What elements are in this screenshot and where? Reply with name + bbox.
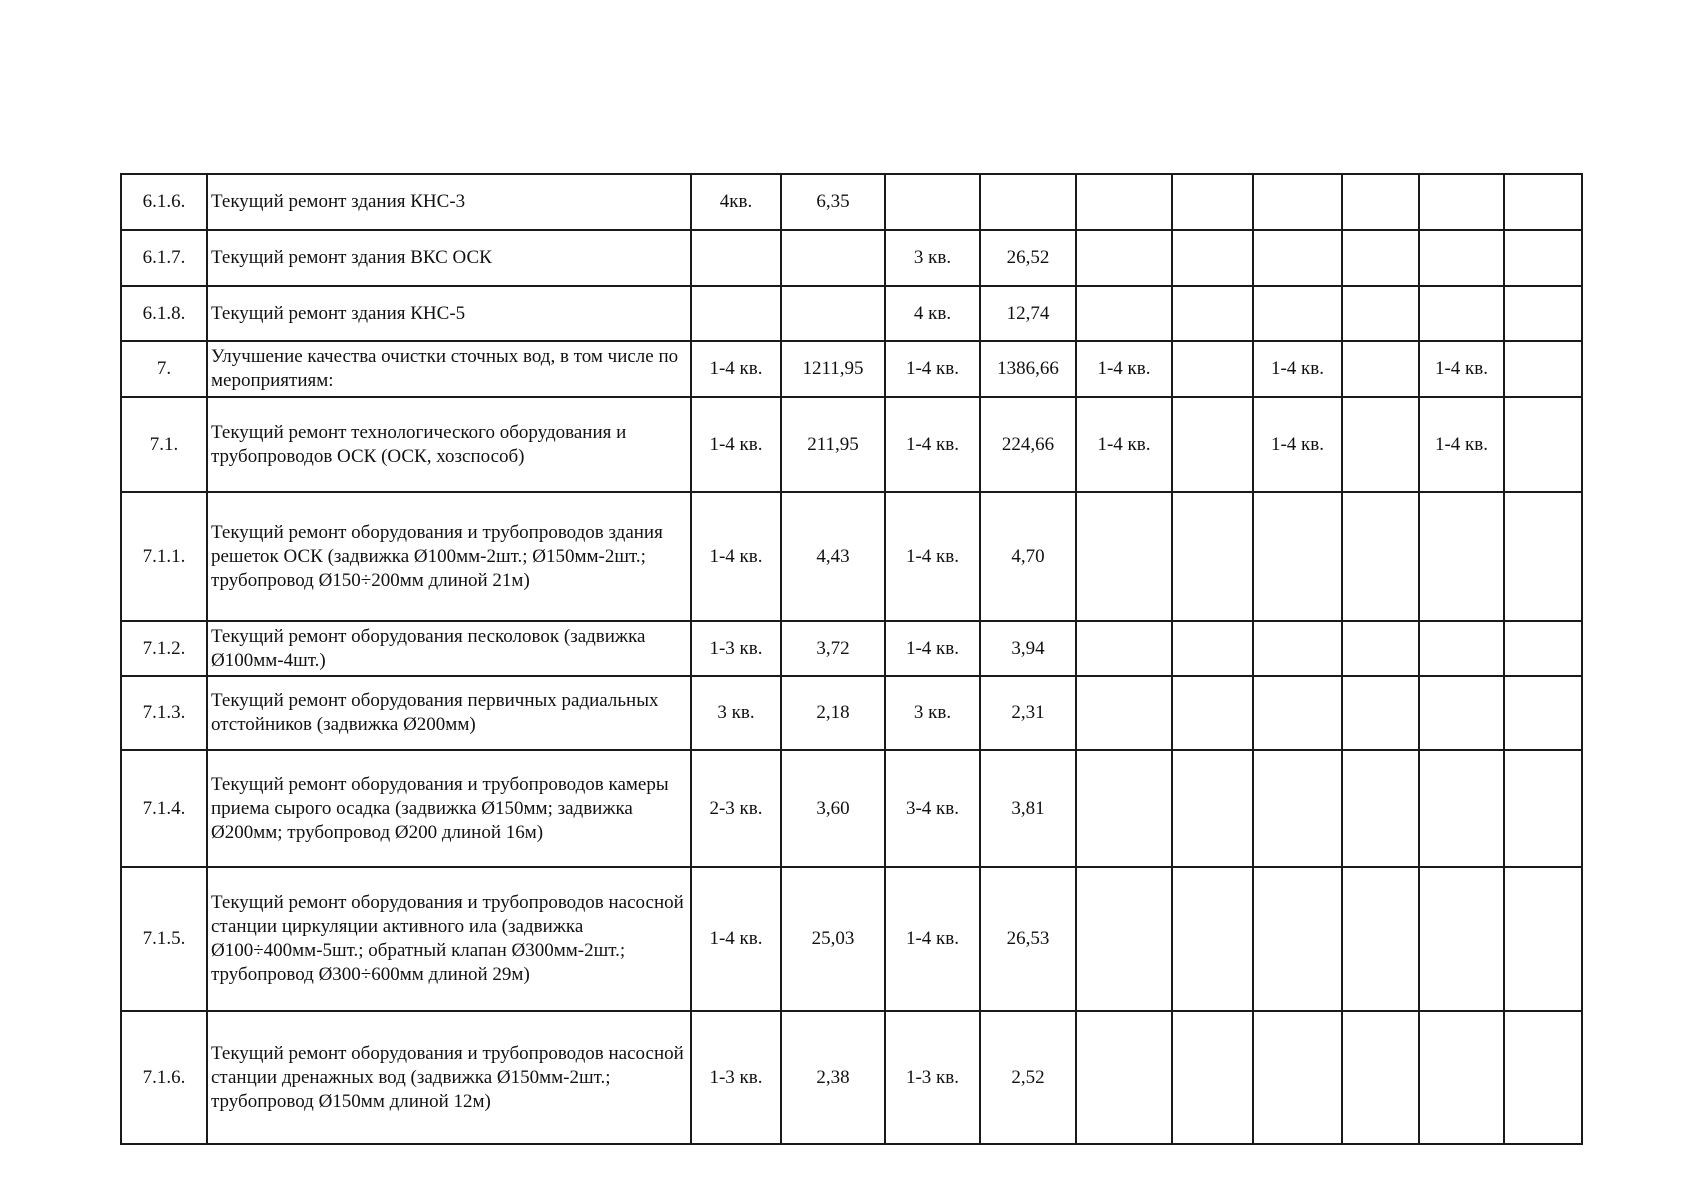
period-cell: 2-3 кв. xyxy=(691,750,781,867)
cost-cell xyxy=(1172,492,1253,621)
document-page xyxy=(120,173,1583,1145)
period-cell xyxy=(1253,621,1342,676)
period-cell: 1-4 кв. xyxy=(885,867,980,1011)
period-cell: 1-4 кв. xyxy=(1253,341,1342,397)
item-number-cell: 7.1.5. xyxy=(121,867,207,1011)
cost-cell xyxy=(1342,341,1419,397)
cost-cell xyxy=(1172,621,1253,676)
cost-cell xyxy=(1504,230,1582,286)
cost-cell xyxy=(1342,750,1419,867)
period-cell xyxy=(1253,1011,1342,1144)
table-row xyxy=(121,621,1582,676)
period-cell xyxy=(1419,621,1504,676)
period-cell: 1-4 кв. xyxy=(885,621,980,676)
period-cell: 1-4 кв. xyxy=(1253,397,1342,492)
cost-cell: 3,94 xyxy=(980,621,1076,676)
cost-cell xyxy=(1172,174,1253,230)
period-cell: 1-4 кв. xyxy=(691,341,781,397)
table-row xyxy=(121,750,1582,867)
period-cell: 1-3 кв. xyxy=(691,621,781,676)
cost-cell: 4,70 xyxy=(980,492,1076,621)
cost-cell xyxy=(1342,621,1419,676)
work-description-cell: Текущий ремонт оборудования первичных радиальных отстойников (задвижка Ø200мм) xyxy=(207,676,691,750)
works-plan-table xyxy=(120,173,1583,1145)
table-row xyxy=(121,286,1582,341)
item-number-cell: 7.1.4. xyxy=(121,750,207,867)
period-cell xyxy=(691,230,781,286)
period-cell xyxy=(885,174,980,230)
item-number-cell: 7.1.1. xyxy=(121,492,207,621)
period-cell xyxy=(1076,1011,1172,1144)
period-cell xyxy=(1076,174,1172,230)
period-cell xyxy=(1253,676,1342,750)
period-cell xyxy=(1076,286,1172,341)
period-cell: 4кв. xyxy=(691,174,781,230)
cost-cell xyxy=(1172,867,1253,1011)
period-cell xyxy=(1076,230,1172,286)
item-number-cell: 7.1. xyxy=(121,397,207,492)
period-cell xyxy=(1253,750,1342,867)
cost-cell xyxy=(1172,341,1253,397)
work-description-cell: Текущий ремонт здания КНС-5 xyxy=(207,286,691,341)
cost-cell xyxy=(1342,397,1419,492)
period-cell xyxy=(1076,750,1172,867)
period-cell: 4 кв. xyxy=(885,286,980,341)
cost-cell: 3,72 xyxy=(781,621,885,676)
item-number-cell: 7.1.2. xyxy=(121,621,207,676)
cost-cell xyxy=(1504,867,1582,1011)
period-cell: 1-4 кв. xyxy=(1076,341,1172,397)
work-description-cell: Текущий ремонт оборудования песколовок (задвижка Ø100мм-4шт.) xyxy=(207,621,691,676)
period-cell: 1-4 кв. xyxy=(691,397,781,492)
cost-cell xyxy=(1342,676,1419,750)
period-cell xyxy=(1253,174,1342,230)
item-number-cell: 7.1.3. xyxy=(121,676,207,750)
work-description-cell: Текущий ремонт оборудования и трубопроводов здания решеток ОСК (задвижка Ø100мм-2шт.; Ø150мм-2шт.; трубопровод Ø150÷200мм длиной 21м) xyxy=(207,492,691,621)
item-number-cell: 6.1.6. xyxy=(121,174,207,230)
period-cell xyxy=(1253,230,1342,286)
cost-cell: 26,52 xyxy=(980,230,1076,286)
cost-cell xyxy=(1172,397,1253,492)
cost-cell xyxy=(1504,341,1582,397)
item-number-cell: 6.1.7. xyxy=(121,230,207,286)
period-cell: 1-4 кв. xyxy=(1419,397,1504,492)
table-row xyxy=(121,341,1582,397)
cost-cell: 2,18 xyxy=(781,676,885,750)
table-row xyxy=(121,174,1582,230)
cost-cell xyxy=(1342,174,1419,230)
cost-cell xyxy=(980,174,1076,230)
cost-cell: 1386,66 xyxy=(980,341,1076,397)
cost-cell: 3,81 xyxy=(980,750,1076,867)
cost-cell xyxy=(1172,676,1253,750)
cost-cell xyxy=(1342,867,1419,1011)
period-cell: 1-4 кв. xyxy=(691,867,781,1011)
cost-cell xyxy=(1504,621,1582,676)
cost-cell: 2,31 xyxy=(980,676,1076,750)
cost-cell xyxy=(1342,1011,1419,1144)
cost-cell xyxy=(1342,230,1419,286)
work-description-cell: Текущий ремонт оборудования и трубопроводов насосной станции циркуляции активного ила (задвижка Ø100÷400мм-5шт.; обратный клапан Ø300мм-2шт.; трубопровод Ø300÷600мм длиной 29м) xyxy=(207,867,691,1011)
period-cell xyxy=(1419,492,1504,621)
period-cell: 3 кв. xyxy=(885,676,980,750)
period-cell: 1-4 кв. xyxy=(885,492,980,621)
period-cell: 1-3 кв. xyxy=(691,1011,781,1144)
item-number-cell: 6.1.8. xyxy=(121,286,207,341)
table-row xyxy=(121,867,1582,1011)
work-description-cell: Текущий ремонт оборудования и трубопроводов насосной станции дренажных вод (задвижка Ø150мм-2шт.; трубопровод Ø150мм длиной 12м) xyxy=(207,1011,691,1144)
cost-cell xyxy=(1504,750,1582,867)
table-row xyxy=(121,492,1582,621)
period-cell xyxy=(1419,1011,1504,1144)
work-description-cell: Текущий ремонт здания КНС-3 xyxy=(207,174,691,230)
period-cell xyxy=(691,286,781,341)
cost-cell xyxy=(1342,492,1419,621)
period-cell xyxy=(1076,621,1172,676)
period-cell: 3 кв. xyxy=(885,230,980,286)
table-row xyxy=(121,1011,1582,1144)
period-cell xyxy=(1253,286,1342,341)
period-cell: 1-4 кв. xyxy=(1076,397,1172,492)
cost-cell: 224,66 xyxy=(980,397,1076,492)
cost-cell xyxy=(1504,286,1582,341)
cost-cell: 25,03 xyxy=(781,867,885,1011)
cost-cell: 12,74 xyxy=(980,286,1076,341)
period-cell xyxy=(1419,286,1504,341)
period-cell: 1-4 кв. xyxy=(885,341,980,397)
period-cell xyxy=(1076,867,1172,1011)
work-description-cell: Улучшение качества очистки сточных вод, в том числе по мероприятиям: xyxy=(207,341,691,397)
cost-cell: 211,95 xyxy=(781,397,885,492)
period-cell xyxy=(1419,174,1504,230)
cost-cell: 2,52 xyxy=(980,1011,1076,1144)
cost-cell xyxy=(1504,676,1582,750)
item-number-cell: 7. xyxy=(121,341,207,397)
period-cell xyxy=(1419,867,1504,1011)
item-number-cell: 7.1.6. xyxy=(121,1011,207,1144)
work-description-cell: Текущий ремонт здания ВКС ОСК xyxy=(207,230,691,286)
period-cell xyxy=(1419,750,1504,867)
period-cell: 1-4 кв. xyxy=(885,397,980,492)
cost-cell xyxy=(1172,750,1253,867)
work-description-cell: Текущий ремонт оборудования и трубопроводов камеры приема сырого осадка (задвижка Ø150мм; задвижка Ø200мм; трубопровод Ø200 длиной 16м) xyxy=(207,750,691,867)
cost-cell xyxy=(1504,492,1582,621)
period-cell: 3 кв. xyxy=(691,676,781,750)
cost-cell xyxy=(781,286,885,341)
cost-cell: 4,43 xyxy=(781,492,885,621)
cost-cell xyxy=(781,230,885,286)
period-cell: 1-3 кв. xyxy=(885,1011,980,1144)
cost-cell xyxy=(1504,397,1582,492)
cost-cell xyxy=(1504,174,1582,230)
period-cell xyxy=(1253,867,1342,1011)
period-cell: 3-4 кв. xyxy=(885,750,980,867)
cost-cell: 6,35 xyxy=(781,174,885,230)
period-cell xyxy=(1076,676,1172,750)
cost-cell xyxy=(1172,1011,1253,1144)
work-description-cell: Текущий ремонт технологического оборудования и трубопроводов ОСК (ОСК, хозспособ) xyxy=(207,397,691,492)
cost-cell xyxy=(1342,286,1419,341)
cost-cell: 3,60 xyxy=(781,750,885,867)
period-cell xyxy=(1419,230,1504,286)
period-cell: 1-4 кв. xyxy=(691,492,781,621)
cost-cell: 2,38 xyxy=(781,1011,885,1144)
table-row xyxy=(121,397,1582,492)
period-cell xyxy=(1076,492,1172,621)
table-body xyxy=(121,174,1582,1144)
table-row xyxy=(121,230,1582,286)
period-cell: 1-4 кв. xyxy=(1419,341,1504,397)
cost-cell: 26,53 xyxy=(980,867,1076,1011)
cost-cell xyxy=(1172,230,1253,286)
period-cell xyxy=(1253,492,1342,621)
cost-cell: 1211,95 xyxy=(781,341,885,397)
period-cell xyxy=(1419,676,1504,750)
table-row xyxy=(121,676,1582,750)
cost-cell xyxy=(1172,286,1253,341)
cost-cell xyxy=(1504,1011,1582,1144)
